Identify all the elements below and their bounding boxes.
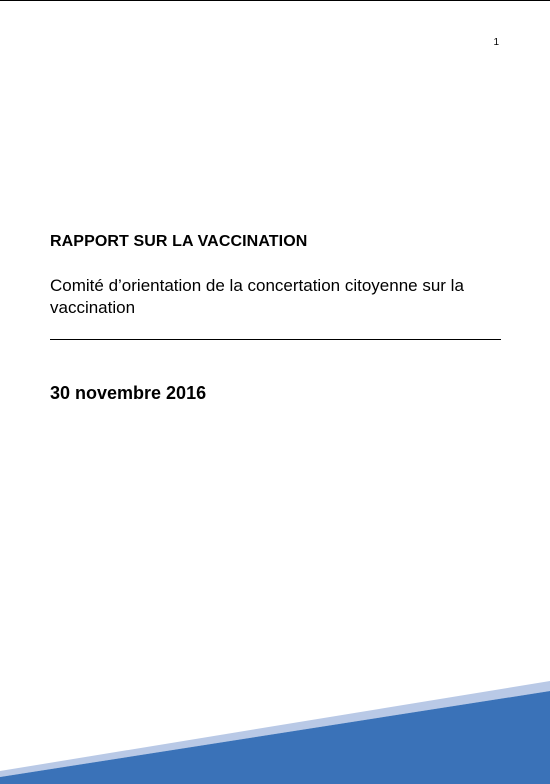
document-subtitle: Comité d’orientation de la concertation citoyenne sur la vaccination bbox=[50, 276, 464, 317]
footer-band-main bbox=[0, 691, 550, 784]
document-date: 30 novembre 2016 bbox=[50, 383, 207, 403]
decorative-footer-band bbox=[0, 1, 550, 784]
page-number: 1 bbox=[493, 37, 499, 48]
document-title: RAPPORT SUR LA VACCINATION bbox=[50, 233, 308, 250]
